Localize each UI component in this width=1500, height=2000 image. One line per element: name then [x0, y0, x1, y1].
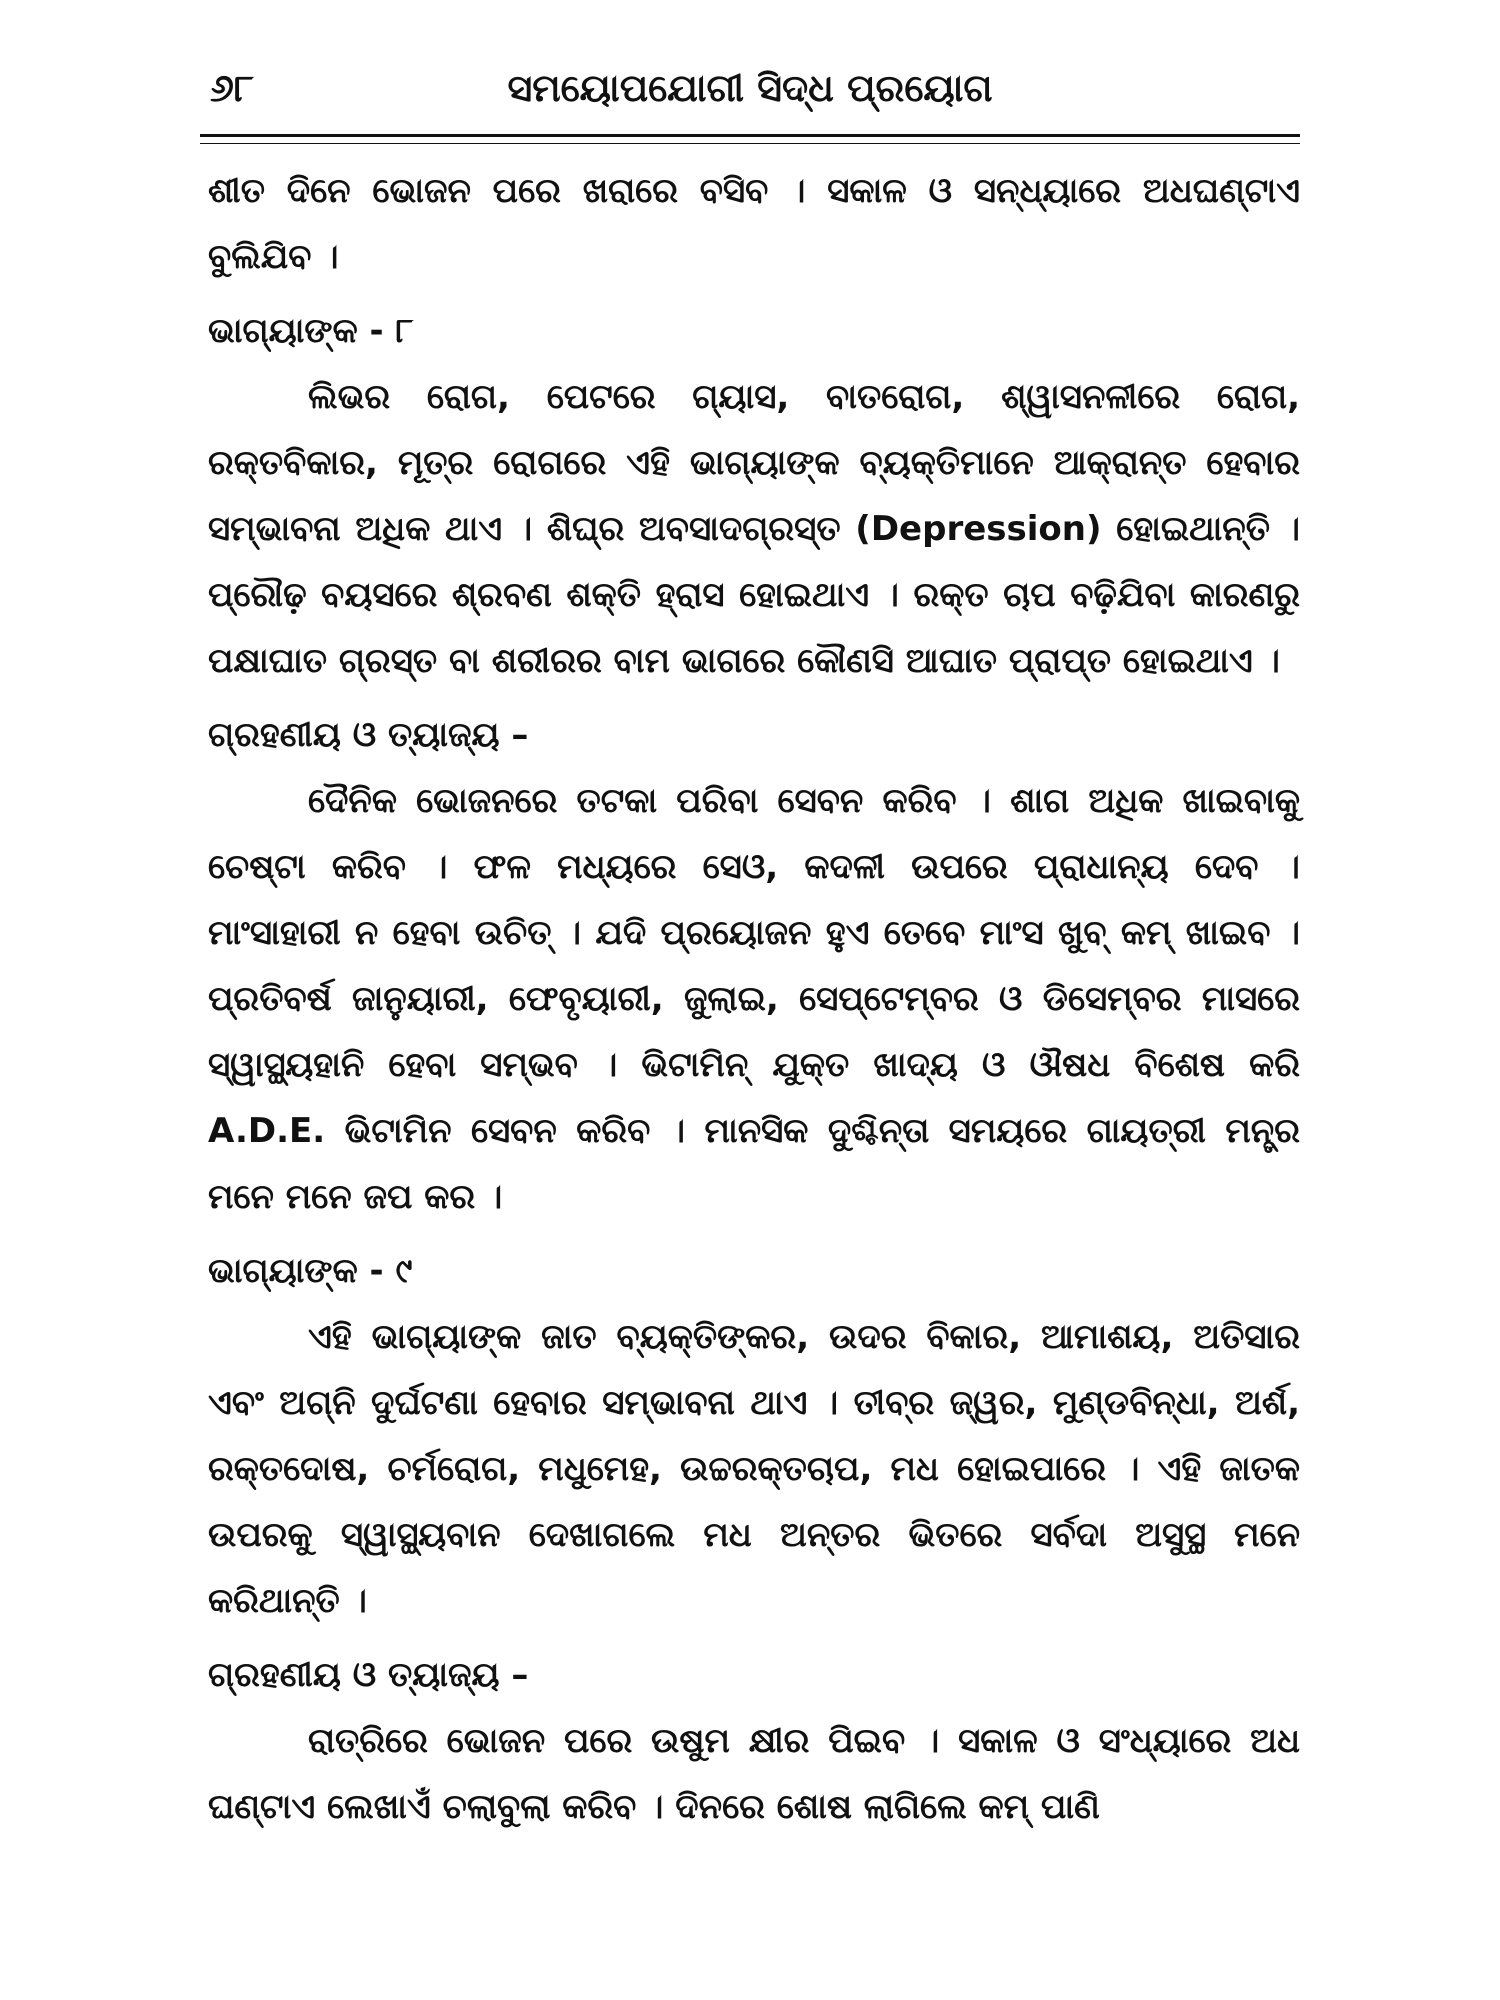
paragraph-intro: ଶୀତ ଦିନେ ଭୋଜନ ପରେ ଖରାରେ ବସିବ । ସକାଳ ଓ ସନ୍ଧ୍ୟାରେ ଅଧଘଣ୍ଟାଏ ବୁଲିଯିବ । — [208, 171, 1300, 277]
page-number: ୬୮ — [210, 66, 254, 110]
running-title: ସମୟୋପଯୋଗୀ ସିଦ୍ଧ ପ୍ରୟୋଗ — [507, 66, 993, 110]
page-body — [208, 158, 1300, 1840]
paragraph-bhagyanka-8: ଲିଭର ରୋଗ, ପେଟରେ ଗ୍ୟାସ, ବାତରୋଗ, ଶ୍ୱାସନଳୀରେ ରୋଗ, ରକ୍ତବିକାର, ମୂତ୍ର ରୋଗରେ ଏହି ଭାଗ୍ୟାଙ୍କ ବ୍ୟକ୍ତିମାନେ ଆକ୍ରାନ୍ତ ହେବାର ସମ୍ଭାବନା ଅଧିକ ଥାଏ । ଶିଘ୍ର ଅବସାଦଗ୍ରସ୍ତ (Depression) ହୋଇଥାନ୍ତି । ପ୍ରୌଢ଼ ବୟସରେ ଶ୍ରବଣ ଶକ୍ତି ହ୍ରାସ ହୋଇଥାଏ । ରକ୍ତ ଚାପ ବଢ଼ିଯିବା କାରଣରୁ ପକ୍ଷାଘାତ ଗ୍ରସ୍ତ ବା ଶରୀରର ବାମ ଭାଗରେ କୌଣସି ଆଘାତ ପ୍ରାପ୍ତ ହୋଇଥାଏ । — [208, 377, 1300, 681]
header-divider — [200, 134, 1300, 144]
subheading-grahaniya-tyajya-1: ଗ୍ରହଣୀୟ ଓ ତ୍ୟାଜ୍ୟ – — [208, 715, 529, 755]
paragraph-advice-9: ରାତ୍ରିରେ ଭୋଜନ ପରେ ଉଷୁମ କ୍ଷୀର ପିଇବ । ସକାଳ ଓ ସଂଧ୍ୟାରେ ଅଧ ଘଣ୍ଟାଏ ଲେଖାଏଁ ଚଲାବୁଲା କରିବ । ଦିନରେ ଶୋଷ ଲାଗିଲେ କମ୍ ପାଣି — [208, 1721, 1300, 1827]
subheading-grahaniya-tyajya-2: ଗ୍ରହଣୀୟ ଓ ତ୍ୟାଜ୍ୟ – — [208, 1655, 529, 1695]
page-header — [200, 66, 1300, 126]
section-heading-bhagyanka-8: ଭାଗ୍ୟାଙ୍କ - ୮ — [208, 311, 414, 351]
section-heading-bhagyanka-9: ଭାଗ୍ୟାଙ୍କ - ୯ — [208, 1251, 413, 1291]
paragraph-bhagyanka-9: ଏହି ଭାଗ୍ୟାଙ୍କ ଜାତ ବ୍ୟକ୍ତିଙ୍କର, ଉଦର ବିକାର, ଆମାଶୟ, ଅତିସାର ଏବଂ ଅଗ୍ନି ଦୁର୍ଘଟଣା ହେବାର ସମ୍ଭାବନା ଥାଏ । ତୀବ୍ର ଜ୍ୱର, ମୁଣ୍ଡବିନ୍ଧା, ଅର୍ଶ, ରକ୍ତଦୋଷ, ଚର୍ମରୋଗ, ମଧୁମେହ, ଉଚ୍ଚରକ୍ତଚାପ, ମଧ ହୋଇପାରେ । ଏହି ଜାତକ ଉପରକୁ ସ୍ୱାସ୍ଥ୍ୟବାନ ଦେଖାଗଲେ ମଧ ଅନ୍ତର ଭିତରେ ସର୍ବଦା ଅସୁସ୍ଥ ମନେ କରିଥାନ୍ତି । — [208, 1317, 1300, 1621]
paragraph-advice-8: ଦୈନିକ ଭୋଜନରେ ତଟକା ପରିବା ସେବନ କରିବ । ଶାଗ ଅଧିକ ଖାଇବାକୁ ଚେଷ୍ଟା କରିବ । ଫଳ ମଧ୍ୟରେ ସେଓ, କଦଳୀ ଉପରେ ପ୍ରାଧାନ୍ୟ ଦେବ । ମାଂସାହାରୀ ନ ହେବା ଉଚିତ୍ । ଯଦି ପ୍ରୟୋଜନ ହୁଏ ତେବେ ମାଂସ ଖୁବ୍ କମ୍ ଖାଇବ । ପ୍ରତିବର୍ଷ ଜାନୁୟାରୀ, ଫେବୃୟାରୀ, ଜୁଲାଇ, ସେପ୍ଟେମ୍ବର ଓ ଡିସେମ୍ବର ମାସରେ ସ୍ୱାସ୍ଥ୍ୟହାନି ହେବା ସମ୍ଭବ । ଭିଟାମିନ୍ ଯୁକ୍ତ ଖାଦ୍ୟ ଓ ଔଷଧ ବିଶେଷ କରି A.D.E. ଭିଟାମିନ ସେବନ କରିବ । ମାନସିକ ଦୁଶ୍ଚିନ୍ତା ସମୟରେ ଗାୟତ୍ରୀ ମନ୍ତ୍ର ମନେ ମନେ ଜପ କର । — [208, 781, 1300, 1217]
